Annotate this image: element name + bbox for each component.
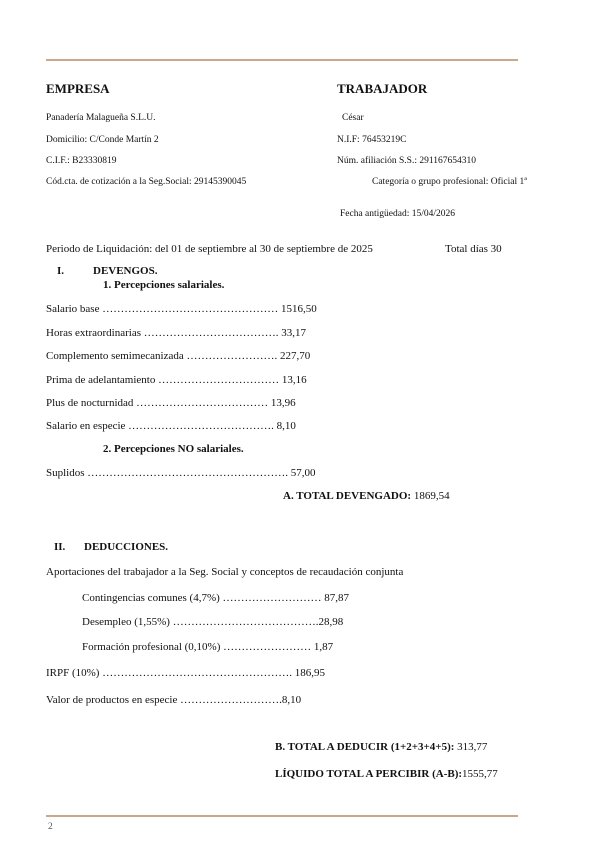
worker-seniority: Fecha antigüedad: 15/04/2026 <box>340 209 456 219</box>
ss-item: Formación profesional (0,10%) …………………… 1,87 <box>82 641 334 653</box>
page-number: 2 <box>48 822 53 832</box>
deducciones-heading <box>54 541 168 553</box>
deducciones-title: DEDUCCIONES. <box>84 541 169 553</box>
salarial-item: Salario en especie …………………………………. 8,10 <box>46 420 296 432</box>
company-cif: C.I.F.: B23330819 <box>46 156 117 166</box>
other-deduction-item: IRPF (10%) ……………………………………………. 186,95 <box>46 667 325 679</box>
worker-affiliation: Núm. afiliación S.S.: 291167654310 <box>337 156 476 166</box>
company-section-title: EMPRESA <box>46 81 110 96</box>
company-ccc: Cód.cta. de cotización a la Seg.Social: 29145390045 <box>46 177 247 187</box>
worker-name: César <box>342 113 364 123</box>
salarial-item: Salario base ………………………………………… 1516,50 <box>46 303 317 315</box>
liquido-total-label: LÍQUIDO TOTAL A PERCIBIR (A-B): <box>275 768 463 780</box>
salarial-item: Complemento semimecanizada ……………………. 227,70 <box>46 350 311 362</box>
total-days: Total días 30 <box>445 243 502 255</box>
bottom-rule <box>46 815 518 817</box>
company-address: Domicilio: C/Conde Martín 2 <box>46 135 159 145</box>
top-rule <box>46 59 518 61</box>
total-deducir-value: 313,77 <box>457 741 488 753</box>
devengos-heading <box>57 265 158 277</box>
non-salarial-heading: 2. Percepciones NO salariales. <box>103 443 244 455</box>
non-salarial-item: Suplidos ………………………………………………. 57,00 <box>46 467 316 479</box>
liquidation-period: Periodo de Liquidación: del 01 de septiembre al 30 de septiembre de 2025 <box>46 243 373 255</box>
total-devengado-value: 1869,54 <box>413 490 450 502</box>
devengos-title: DEVENGOS. <box>93 265 158 277</box>
ss-item: Contingencias comunes (4,7%) ……………………… 87,87 <box>82 592 350 604</box>
salarial-item: Plus de nocturnidad ……………………………… 13,96 <box>46 397 296 409</box>
total-deducir <box>275 741 487 753</box>
liquido-total <box>275 768 498 780</box>
ss-item: Desempleo (1,55%) ………………………………….28,98 <box>82 616 344 628</box>
devengos-roman: I. <box>57 265 65 277</box>
salarial-item: Prima de adelantamiento …………………………… 13,16 <box>46 374 307 386</box>
total-deducir-label: B. TOTAL A DEDUCIR (1+2+3+4+5): <box>275 741 455 753</box>
deducciones-roman: II. <box>54 541 66 553</box>
company-name: Panadería Malagueña S.L.U. <box>46 113 156 123</box>
worker-section-title: TRABAJADOR <box>337 81 428 96</box>
total-devengado-label: A. TOTAL DEVENGADO: <box>283 490 412 502</box>
worker-category: Categoría o grupo profesional: Oficial 1ª <box>372 177 527 187</box>
salarial-heading: 1. Percepciones salariales. <box>103 279 225 291</box>
liquido-total-value: 1555,77 <box>462 768 498 780</box>
worker-nif: N.I.F: 76453219C <box>337 135 407 145</box>
total-devengado <box>283 490 450 502</box>
salarial-item: Horas extraordinarias ………………………………. 33,17 <box>46 327 306 339</box>
deducciones-intro: Aportaciones del trabajador a la Seg. Social y conceptos de recaudación conjunta <box>46 566 404 578</box>
other-deduction-item: Valor de productos en especie ……………………….8,10 <box>46 694 302 706</box>
